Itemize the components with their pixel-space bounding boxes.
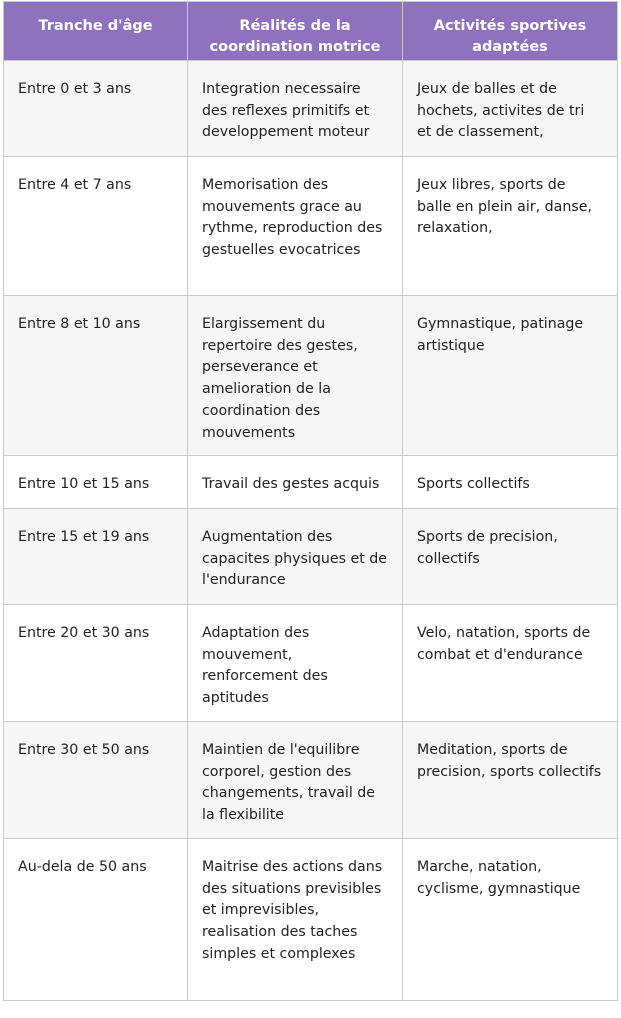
header-row bbox=[4, 2, 618, 61]
cell-reality: Maintien de l'equilibre corporel, gestion des changements, travail de la flexibilite bbox=[188, 722, 403, 839]
table-row bbox=[4, 605, 618, 722]
cell-age: Entre 15 et 19 ans bbox=[4, 509, 188, 605]
cell-reality: Maitrise des actions dans des situations previsibles et imprevisibles, realisation des taches simples et complexes bbox=[188, 839, 403, 1001]
header-age-range: Tranche d'âge bbox=[4, 2, 188, 61]
cell-age: Entre 30 et 50 ans bbox=[4, 722, 188, 839]
cell-reality: Adaptation des mouvement, renforcement des aptitudes bbox=[188, 605, 403, 722]
cell-age: Entre 8 et 10 ans bbox=[4, 296, 188, 456]
cell-reality: Augmentation des capacites physiques et de l'endurance bbox=[188, 509, 403, 605]
cell-reality: Integration necessaire des reflexes primitifs et developpement moteur bbox=[188, 61, 403, 157]
table-row bbox=[4, 61, 618, 157]
cell-activities: Sports collectifs bbox=[403, 456, 618, 509]
cell-age: Entre 0 et 3 ans bbox=[4, 61, 188, 157]
cell-reality: Elargissement du repertoire des gestes, perseverance et amelioration de la coordination des mouvements bbox=[188, 296, 403, 456]
cell-activities: Meditation, sports de precision, sports collectifs bbox=[403, 722, 618, 839]
cell-reality: Memorisation des mouvements grace au rythme, reproduction des gestuelles evocatrices bbox=[188, 157, 403, 296]
table-row bbox=[4, 456, 618, 509]
table-body bbox=[4, 61, 618, 1001]
cell-activities: Jeux de balles et de hochets, activites de tri et de classement, bbox=[403, 61, 618, 157]
cell-age: Entre 4 et 7 ans bbox=[4, 157, 188, 296]
cell-age: Entre 10 et 15 ans bbox=[4, 456, 188, 509]
cell-activities: Sports de precision, collectifs bbox=[403, 509, 618, 605]
cell-activities: Jeux libres, sports de balle en plein air, danse, relaxation, bbox=[403, 157, 618, 296]
header-sports-activities: Activités sportives adaptées bbox=[403, 2, 618, 61]
table-row bbox=[4, 296, 618, 456]
cell-age: Au-dela de 50 ans bbox=[4, 839, 188, 1001]
table-row bbox=[4, 157, 618, 296]
cell-activities: Gymnastique, patinage artistique bbox=[403, 296, 618, 456]
cell-activities: Marche, natation, cyclisme, gymnastique bbox=[403, 839, 618, 1001]
table-row bbox=[4, 509, 618, 605]
age-coordination-table bbox=[3, 1, 618, 1001]
table-header bbox=[4, 2, 618, 61]
cell-age: Entre 20 et 30 ans bbox=[4, 605, 188, 722]
cell-activities: Velo, natation, sports de combat et d'endurance bbox=[403, 605, 618, 722]
header-motor-coordination: Réalités de la coordination motrice bbox=[188, 2, 403, 61]
table-row bbox=[4, 722, 618, 839]
table-row bbox=[4, 839, 618, 1001]
cell-reality: Travail des gestes acquis bbox=[188, 456, 403, 509]
